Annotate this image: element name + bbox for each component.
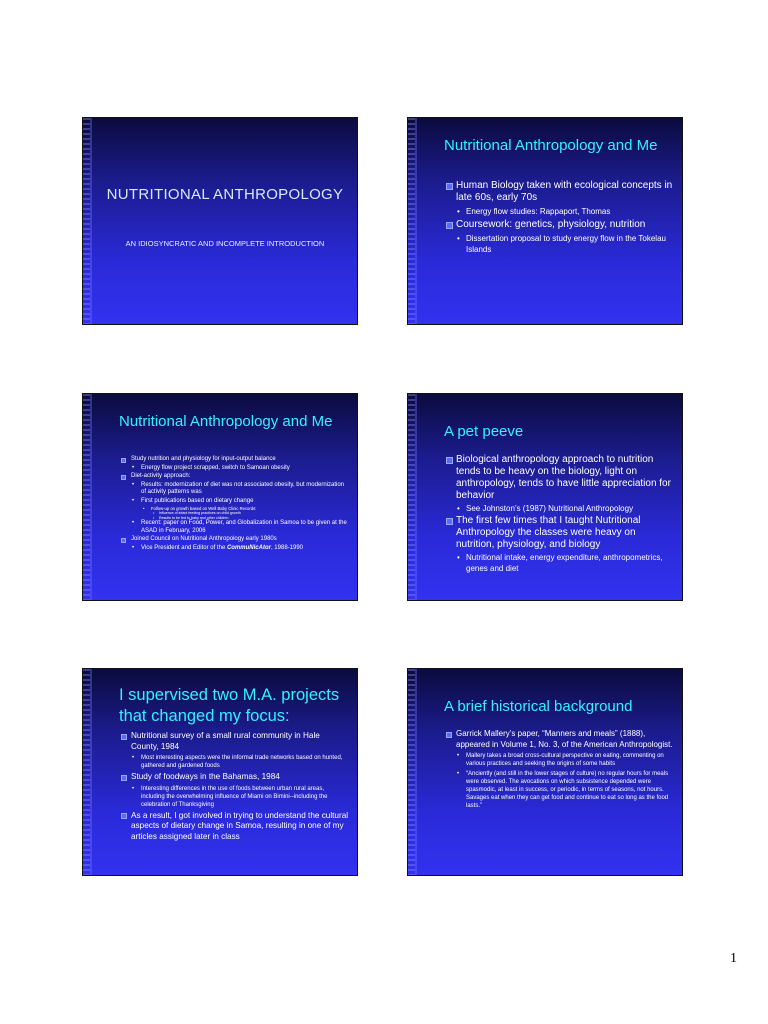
slide-body	[446, 454, 674, 575]
slide-2	[407, 117, 683, 325]
slide-body	[121, 456, 349, 553]
bullet: The first few times that I taught Nutritional Anthropology the classes were heavy on nutrition, physiology, and biology	[446, 515, 674, 551]
sub-bullet: • See Johnston’s (1987) Nutritional Anthropology	[446, 503, 674, 514]
sub-bullet: • Results: modernization of diet was not associated obesity, but modernization of activity patterns was	[121, 482, 349, 497]
bullet: Biological anthropology approach to nutrition tends to be heavy on the biology, light on anthropology, tends to have little appreciation for behavior	[446, 454, 674, 502]
sub-bullet: • Mallery takes a broad cross-cultural perspective on eating, commenting on various practices and seeking the origins of some habits	[446, 752, 674, 768]
sub-bullet: • “Anciently (and still in the lower stages of culture) no regular hours for meals were observed. The avocations on which subsistence depended were spasmodic, at least in success, or periodic, in terms of seasons, not hours. Savages eat when they can get food and continue to eat so long as the food lasts.”	[446, 770, 674, 810]
slide-title: NUTRITIONAL ANTHROPOLOGY	[106, 186, 344, 203]
bullet: Human Biology taken with ecological concepts in late 60s, early 70s	[446, 180, 674, 204]
slide-4	[407, 393, 683, 601]
sub-bullet: • First publications based on dietary change	[121, 498, 349, 506]
bullet: As a result, I got involved in trying to understand the cultural aspects of dietary change in Samoa, resulting in one of my articles assigned later in class	[121, 811, 349, 843]
bullet: Study nutrition and physiology for input-output balance	[121, 456, 349, 464]
slide-title: A brief historical background	[444, 698, 633, 715]
bullet-text: Vice President and Editor of the	[141, 544, 227, 551]
sub-bullet: • Energy flow project scrapped, switch to Samoan obesity	[121, 465, 349, 473]
bullet: Coursework: genetics, physiology, nutrition	[446, 219, 674, 231]
bullet-text: , 1988-1990	[270, 544, 303, 551]
bullet: Joined Council on Nutritional Anthropology early 1980s	[121, 536, 349, 544]
slide-title: Nutritional Anthropology and Me	[119, 413, 333, 430]
sub-bullet	[121, 545, 349, 553]
bullet: Diet-activity approach:	[121, 473, 349, 481]
sub-bullet: • Energy flow studies: Rappaport, Thomas	[446, 206, 674, 217]
sub-bullet: • Dissertation proposal to study energy flow in the Tokelau Islands	[446, 233, 674, 255]
sub-sub-sub-bullet: • Influence of infant feeding practices on child growth	[121, 511, 349, 516]
slide-body	[446, 180, 674, 257]
sub-sub-sub-bullet: • Results to be fed to baby and other children	[121, 516, 349, 521]
slide-title: A pet peeve	[444, 423, 524, 440]
sub-bullet: • Interesting differences in the use of foods between urban rural areas, including the overwhelming influence of Miami on Bimini--including the celebration of Thanksgiving	[121, 785, 349, 809]
slide-subtitle: AN IDIOSYNCRATIC AND INCOMPLETE INTRODUCTION	[125, 239, 325, 248]
slide-5	[82, 668, 358, 876]
sub-bullet: • Most interesting aspects were the informal trade networks based on hunted, gathered and gardened foods	[121, 754, 349, 770]
slide-6	[407, 668, 683, 876]
slide-title: I supervised two M.A. projects that changed my focus:	[119, 686, 340, 725]
slide-1	[82, 117, 358, 325]
slide-title: Nutritional Anthropology and Me	[444, 137, 658, 154]
newsletter-name: CommuNicAtor	[226, 544, 271, 551]
slide-body	[446, 729, 674, 812]
bullet: Nutritional survey of a small rural community in Hale County, 1984	[121, 731, 349, 752]
sub-sub-bullet: • Follow-up on growth based on Well Baby Clinic Records:	[121, 506, 349, 511]
bullet: Study of foodways in the Bahamas, 1984	[121, 772, 349, 783]
slide-body	[121, 731, 349, 844]
page-number: 1	[730, 951, 737, 966]
bullet: Garrick Mallery’s paper, “Manners and meals” (1888), appeared in Volume 1, No. 3, of the American Anthropologist.	[446, 729, 674, 750]
slide-3	[82, 393, 358, 601]
sub-bullet: • Recent: paper on Food, Power, and Globalization in Samoa to be given at the ASAD in February, 2006	[121, 520, 349, 535]
sub-bullet: • Nutritional intake, energy expenditure, anthropometrics, genes and diet	[446, 552, 674, 574]
